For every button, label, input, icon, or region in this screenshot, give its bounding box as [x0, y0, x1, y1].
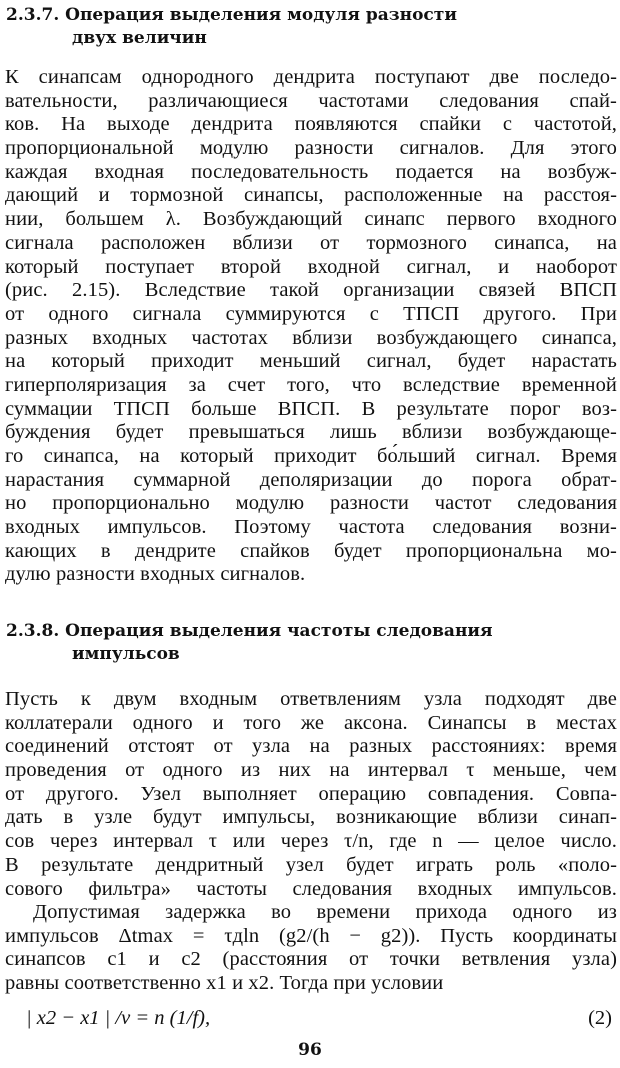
text-line: но пропорционально модулю разности частот следования	[5, 492, 617, 515]
text-line: Пусть к двум входным ответвлениям узла подходят две	[5, 688, 617, 710]
text-line: синапсов c1 и c2 (расстояния от точки ветвления узла)	[5, 948, 617, 971]
section-heading-2-3-7	[6, 4, 606, 50]
text-line: равны соответственно x1 и x2. Тогда при условии	[5, 972, 444, 995]
section-number: 2.3.8.	[6, 621, 60, 641]
section-title-line1: Операция выделения частоты следования	[65, 621, 493, 641]
section-title-line2: импульсов	[72, 644, 180, 664]
text-line: соединений отстоят от узла на разных расстояниях: время	[5, 735, 617, 758]
text-line: входных импульсов. Поэтому частота следования возни-	[5, 516, 617, 539]
text-line: вательности, различающиеся частотами следования спай-	[5, 89, 617, 112]
text-line: каждая входная последовательность подается на возбуж-	[5, 160, 617, 183]
text-line: дулю разности входных сигналов.	[5, 563, 306, 586]
text-line: Допустимая задержка во времени прихода одного из	[33, 901, 617, 923]
text-line: гиперполяризация за счет того, что вследствие временной	[5, 373, 617, 396]
text-line: суммации ТПСП больше ВПСП. В результате порог воз-	[5, 397, 617, 420]
section2-paragraph-1	[5, 688, 617, 901]
text-line: ков. На выходе дендрита появляются спайки с частотой,	[5, 113, 617, 136]
equation-2	[26, 1003, 618, 1033]
text-line: К синапсам однородного дендрита поступают две последо-	[5, 66, 617, 88]
section1-paragraph	[5, 66, 617, 587]
text-line: который поступает второй входной сигнал, и наоборот	[5, 255, 617, 278]
text-line: пропорциональной модулю разности сигналов. Для этого	[5, 137, 617, 160]
section-heading-2-3-8	[6, 620, 606, 666]
equation-number: (2)	[588, 1007, 612, 1029]
section-title-line2: двух величин	[72, 28, 207, 48]
text-line: импульсов Δtmax = τдln (g2/(h − g2)). Пусть координаты	[5, 924, 617, 947]
text-line: сов через интервал τ или через τ/n, где n — целое число.	[5, 830, 617, 853]
text-line: буждения будет превышаться лишь вблизи возбуждающе-	[5, 421, 617, 444]
section2-paragraph-2	[5, 901, 617, 996]
text-line: дающий и тормозной синапсы, расположенные на расстоя-	[5, 184, 617, 207]
text-line: сигнала расположен вблизи от тормозного синапса, на	[5, 231, 617, 254]
text-line: нарастания суммарной деполяризации до порога обрат-	[5, 468, 617, 491]
equation-expression: | x2 − x1 | /v = n (1/f),	[26, 1007, 211, 1029]
text-line: от одного сигнала суммируются с ТПСП другого. При	[5, 302, 617, 325]
text-line: нии, большем λ. Возбуждающий синапс первого входного	[5, 208, 617, 231]
text-line: В результате дендритный узел будет играть роль «поло-	[5, 853, 617, 876]
text-line: коллатерали одного и того же аксона. Синапсы в местах	[5, 711, 617, 734]
text-line: сового фильтра» частоты следования входных импульсов.	[5, 877, 617, 900]
text-line: дать в узле будут импульсы, возникающие вблизи синап-	[5, 806, 617, 829]
section-title-line1: Операция выделения модуля разности	[65, 5, 457, 25]
section-number: 2.3.7.	[6, 5, 60, 25]
page-number: 96	[298, 1040, 322, 1060]
text-line: (рис. 2.15). Вследствие такой организации связей ВПСП	[5, 279, 617, 302]
text-line: от другого. Узел выполняет операцию совпадения. Совпа-	[5, 782, 617, 805]
text-line: разных входных частотах вблизи возбуждающего синапса,	[5, 326, 617, 349]
text-line: кающих в дендрите спайков будет пропорциональна мо-	[5, 539, 617, 562]
text-line: го синапса, на который приходит бо́льший сигнал. Время	[5, 445, 617, 467]
text-line: на который приходит меньший сигнал, будет нарастать	[5, 350, 617, 373]
text-line: проведения от одного из них на интервал τ меньше, чем	[5, 759, 617, 782]
